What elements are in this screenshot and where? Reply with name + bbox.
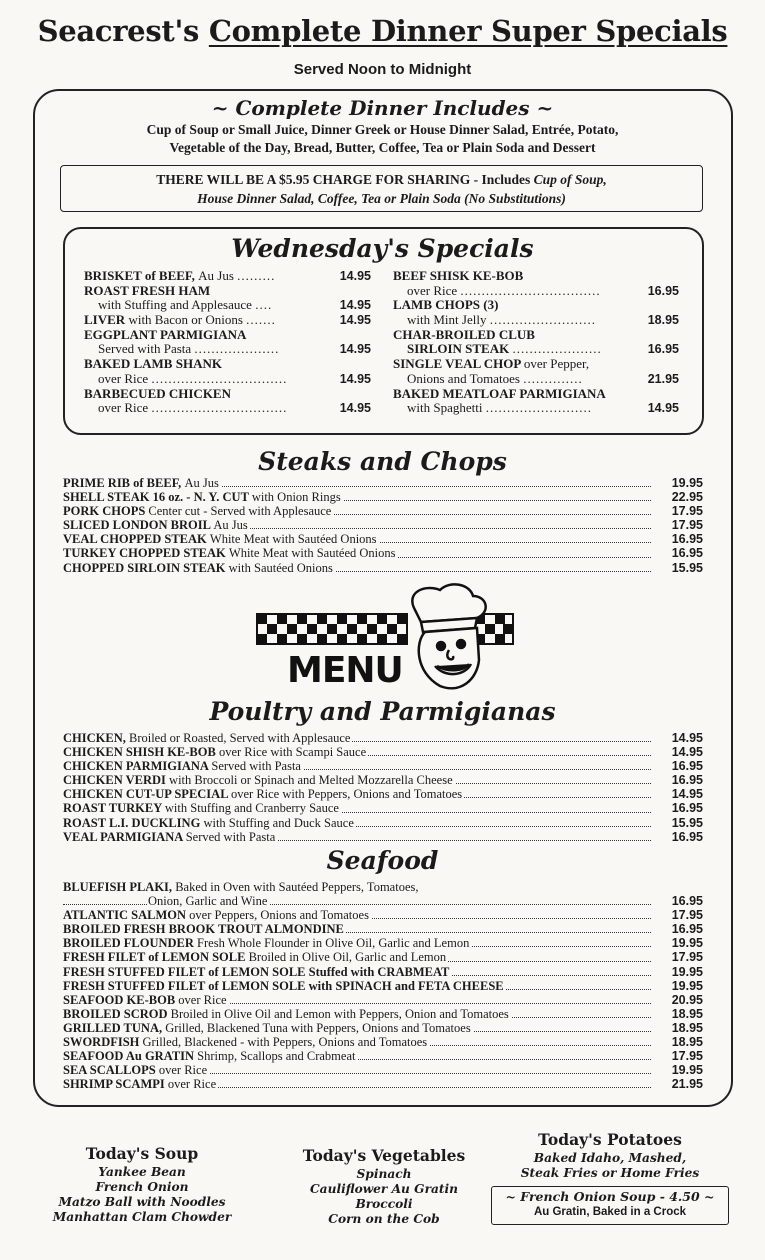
menu-item-price: 18.95	[671, 1006, 703, 1021]
special-name	[393, 356, 589, 371]
menu-item-desc: over Rice with Peppers, Onions and Tomatoes	[230, 787, 463, 802]
menu-item-row	[63, 950, 703, 964]
dot-leader: ................................	[151, 400, 288, 416]
special-row	[84, 284, 371, 299]
special-row	[393, 284, 679, 299]
menu-item-text	[63, 1035, 429, 1049]
menu-item-text	[63, 993, 229, 1007]
menu-item-row	[63, 504, 703, 518]
menu-item-text	[63, 1063, 209, 1077]
menu-item-text	[63, 476, 221, 490]
menu-item-row	[63, 908, 703, 922]
menu-item-text	[63, 801, 341, 815]
menu-item-text	[63, 561, 335, 575]
special-bold: BRISKET of BEEF,	[84, 268, 199, 283]
menu-item-row	[63, 1007, 703, 1021]
menu-item-text	[63, 1021, 473, 1035]
dot-leader: ..............	[523, 370, 583, 386]
menu-item-name: FRESH STUFFED FILET of LEMON SOLE with SPINACH and FETA CHEESE	[63, 978, 504, 993]
menu-item-price: 16.95	[671, 532, 703, 547]
menu-item-price: 19.95	[671, 978, 703, 993]
menu-item-text	[63, 936, 471, 950]
menu-item-name: BROILED FRESH BROOK TROUT ALMONDINE	[63, 922, 344, 937]
special-price: 14.95	[647, 401, 679, 416]
menu-item-name: SEA SCALLOPS	[63, 1063, 159, 1078]
special-bold: CHAR-BROILED CLUB	[393, 326, 535, 342]
menu-item-price: 17.95	[671, 908, 703, 923]
sharing-text-1: THERE WILL BE A $5.95 CHARGE FOR SHARING - Includes	[156, 172, 534, 187]
menu-item-text	[63, 979, 506, 993]
menu-item-price: 15.95	[671, 815, 703, 830]
special-bold: SIRLOIN STEAK	[407, 341, 510, 357]
title-main: Complete Dinner Super Specials	[208, 14, 728, 48]
chef-face-icon	[412, 584, 485, 688]
menu-item-desc: over Rice	[167, 1077, 217, 1092]
menu-item-price: 19.95	[671, 1063, 703, 1078]
includes-line-1: Cup of Soup or Small Juice, Dinner Greek or House Dinner Salad, Entrée, Potato,	[146, 122, 619, 137]
special-name	[84, 283, 210, 298]
menu-item-text	[63, 773, 455, 787]
menu-item-desc: over Peppers, Onions and Tomatoes	[189, 908, 369, 923]
special-price: 16.95	[647, 342, 679, 357]
vegetables-heading: Today's Vegetables	[302, 1146, 466, 1165]
wednesday-left-column	[84, 269, 371, 416]
special-desc: with Mint Jelly	[407, 312, 487, 328]
special-row	[84, 387, 371, 402]
menu-item-text	[63, 532, 379, 546]
menu-item-price: 19.95	[671, 936, 703, 951]
menu-item-desc: Broiled in Olive Oil and Lemon with Peppers, Onion and Tomatoes	[170, 1006, 509, 1021]
menu-item-price: 16.95	[671, 922, 703, 937]
special-row	[84, 401, 371, 416]
menu-item-desc: Fresh Whole Flounder in Olive Oil, Garlic and Lemon	[197, 936, 470, 951]
dot-leader: .......	[246, 312, 276, 328]
special-name	[84, 268, 275, 283]
menu-item-desc: Served with Pasta	[185, 829, 276, 844]
menu-item-row	[63, 1035, 703, 1049]
menu-item-row	[63, 731, 703, 745]
vegetable-item: Corn on the Cob	[328, 1212, 440, 1226]
special-name	[84, 356, 222, 371]
menu-item-row	[63, 1063, 703, 1077]
menu-item-desc: Au Jus	[213, 518, 248, 533]
special-row	[393, 372, 679, 387]
special-name	[393, 312, 596, 327]
special-desc: over Rice	[407, 282, 458, 298]
menu-item-name: CHICKEN PARMIGIANA	[63, 759, 212, 774]
special-name	[84, 327, 246, 342]
seafood-title: Seafood	[326, 846, 439, 875]
menu-item-text	[63, 745, 368, 759]
menu-item-desc: Served with Pasta	[211, 759, 301, 774]
menu-item-price: 18.95	[671, 1035, 703, 1050]
special-desc: with Spaghetti	[407, 400, 483, 416]
menu-item-desc: Broiled in Olive Oil, Garlic and Lemon	[248, 950, 447, 965]
menu-item-text: Onion, Garlic and Wine	[148, 894, 268, 909]
page-title	[0, 14, 765, 48]
menu-item-text	[63, 908, 371, 922]
menu-item-text	[63, 830, 277, 844]
special-name	[84, 386, 231, 401]
dot-leader: ....	[255, 297, 273, 313]
menu-item-desc: Grilled, Blackened Tuna with Peppers, Onions and Tomatoes	[165, 1020, 471, 1035]
soup-item: Matzo Ball with Noodles	[58, 1195, 226, 1209]
special-name	[84, 371, 287, 386]
menu-item-price: 16.95	[671, 894, 703, 909]
menu-item-price: 14.95	[671, 731, 703, 745]
special-row	[84, 328, 371, 343]
vegetables-column	[278, 1146, 490, 1227]
special-row	[393, 328, 679, 343]
menu-item-desc: with Broccoli or Spinach and Melted Mozzarella Cheese	[169, 773, 453, 788]
dot-leader: .........	[237, 268, 276, 283]
menu-item-name: CHICKEN VERDI	[63, 773, 170, 788]
potatoes-column	[498, 1130, 722, 1181]
special-row	[84, 372, 371, 387]
vegetable-item: Broccoli	[355, 1197, 413, 1211]
menu-item-row	[63, 1021, 703, 1035]
menu-item-text	[63, 1007, 511, 1021]
special-desc: over Rice	[98, 370, 149, 386]
special-row	[393, 342, 679, 357]
special-name	[393, 268, 523, 283]
menu-item-row	[63, 561, 703, 575]
soup-item: French Onion	[95, 1180, 189, 1194]
menu-item-name: ROAST L.I. DUCKLING	[63, 815, 204, 830]
menu-item-price: 16.95	[671, 759, 703, 774]
menu-item-text	[63, 504, 333, 518]
soup-item: Yankee Bean	[98, 1165, 186, 1179]
menu-item-desc: Baked in Oven with Sautéed Peppers, Tomatoes,	[175, 880, 419, 894]
menu-item-desc: over Rice	[178, 992, 227, 1007]
menu-item-name: TURKEY CHOPPED STEAK	[63, 546, 229, 561]
menu-item-price: 16.95	[671, 546, 703, 561]
french-onion-soup-line: ~ French Onion Soup - 4.50 ~	[505, 1189, 715, 1204]
special-desc: Au Jus	[198, 268, 234, 283]
menu-item-row	[63, 965, 703, 979]
menu-item-desc: White Meat with Sautéed Onions	[228, 546, 396, 561]
menu-item-name: BLUEFISH PLAKI,	[63, 880, 176, 894]
subtitle: Served Noon to Midnight	[293, 61, 472, 78]
menu-item-row	[63, 773, 703, 787]
special-desc: with Bacon or Onions	[128, 312, 243, 328]
menu-item-text	[63, 490, 343, 504]
menu-item-desc: White Meat with Sautéed Onions	[209, 532, 377, 547]
special-desc: over Pepper,	[523, 356, 590, 372]
poultry-list	[63, 731, 703, 844]
includes-line-2: Vegetable of the Day, Bread, Butter, Coffee, Tea or Plain Soda and Dessert	[169, 140, 596, 155]
menu-item-name: PORK CHOPS	[63, 504, 149, 519]
special-price: 21.95	[647, 371, 679, 386]
vegetable-item: Cauliflower Au Gratin	[309, 1182, 459, 1196]
menu-item-row	[63, 490, 703, 504]
special-name	[84, 341, 279, 356]
special-name	[393, 283, 601, 298]
special-price: 18.95	[647, 313, 679, 328]
special-bold: ROAST FRESH HAM	[84, 282, 211, 298]
menu-item-price: 14.95	[671, 787, 703, 802]
menu-item-row	[63, 476, 703, 490]
menu-item-text	[63, 1049, 357, 1063]
dot-leader: .........................	[485, 400, 592, 416]
menu-item-row	[63, 1049, 703, 1063]
special-price: 14.95	[339, 313, 371, 328]
wednesday-right-column	[393, 269, 679, 416]
sharing-text-3: House Dinner Salad, Coffee, Tea or Plain Soda (No Substitutions)	[197, 191, 566, 206]
menu-item-row	[63, 922, 703, 936]
menu-item-name: ROAST TURKEY	[63, 801, 165, 816]
menu-item-name: CHICKEN SHISH KE-BOB	[63, 745, 219, 760]
special-row	[393, 298, 679, 313]
poultry-title: Poultry and Parmigianas	[209, 697, 556, 726]
seafood-list	[63, 880, 703, 1091]
menu-item-price: 16.95	[671, 773, 703, 788]
menu-chef-logo	[255, 582, 515, 692]
dot-leader: .................................	[460, 282, 601, 298]
title-prefix: Seacrest's	[37, 14, 209, 48]
menu-item-desc: Broiled or Roasted, Served with Applesauce	[128, 731, 351, 745]
menu-logo-text: MENU	[287, 650, 403, 691]
special-name	[84, 297, 272, 312]
menu-item-name: CHICKEN CUT-UP SPECIAL	[63, 787, 231, 802]
menu-item-row	[63, 993, 703, 1007]
special-price: 14.95	[339, 371, 371, 386]
special-row	[393, 313, 679, 328]
special-bold: LAMB CHOPS (3)	[393, 297, 499, 313]
special-row	[84, 357, 371, 372]
menu-item-name: SWORDFISH	[63, 1035, 143, 1050]
menu-item-text	[63, 965, 451, 979]
menu-item-price: 22.95	[671, 490, 703, 505]
dot-leader: .....................	[512, 341, 602, 357]
menu-item-row	[63, 787, 703, 801]
menu-item-row	[63, 936, 703, 950]
menu-item-name: BROILED FLOUNDER	[63, 936, 198, 951]
menu-item-price: 21.95	[671, 1077, 703, 1092]
menu-item-row	[63, 745, 703, 759]
special-name	[393, 297, 498, 312]
menu-item-name: SEAFOOD Au GRATIN	[63, 1049, 198, 1064]
special-price: 14.95	[339, 298, 371, 313]
dot-leader: ....................	[194, 341, 280, 357]
menu-item-name: FRESH STUFFED FILET of LEMON SOLE Stuffed with CRABMEAT	[63, 964, 450, 979]
sharing-notice	[60, 165, 703, 212]
special-name	[393, 327, 535, 342]
menu-item-desc: with Stuffing and Cranberry Sauce	[164, 801, 339, 816]
menu-item-price: 17.95	[671, 504, 703, 519]
menu-item-desc: Grilled, Blackened - with Peppers, Onions and Tomatoes	[142, 1035, 428, 1050]
menu-item-name: SEAFOOD KE-BOB	[63, 992, 179, 1007]
menu-item-text	[63, 950, 448, 964]
menu-item-name: FRESH FILET of LEMON SOLE	[63, 950, 249, 965]
menu-item-text	[63, 787, 464, 801]
menu-item-text	[63, 922, 346, 936]
menu-item-row	[63, 546, 703, 560]
menu-item-row	[63, 880, 703, 894]
menu-item-price: 20.95	[671, 992, 703, 1007]
special-row	[393, 387, 679, 402]
menu-item-desc: Shrimp, Scallops and Crabmeat	[197, 1049, 356, 1064]
menu-item-desc: over Rice	[158, 1063, 208, 1078]
menu-item-text	[63, 518, 250, 532]
special-desc: with Stuffing and Applesauce	[98, 297, 252, 313]
special-row	[84, 342, 371, 357]
soup-item: Manhattan Clam Chowder	[52, 1210, 232, 1224]
special-name	[393, 400, 592, 415]
dot-leader: .........................	[489, 312, 596, 328]
special-desc: Onions and Tomatoes	[407, 370, 520, 386]
special-name	[84, 312, 276, 327]
special-row	[393, 401, 679, 416]
special-bold: BAKED MEATLOAF PARMIGIANA	[393, 385, 606, 401]
menu-item-desc: with Sautéed Onions	[228, 560, 333, 575]
special-desc: Served with Pasta	[98, 341, 192, 357]
menu-item-desc: Center cut - Served with Applesauce	[148, 504, 332, 519]
menu-item-row	[63, 979, 703, 993]
menu-item-name: BROILED SCROD	[63, 1006, 171, 1021]
menu-item-row	[63, 1077, 703, 1091]
special-row	[393, 357, 679, 372]
menu-item-price: 18.95	[671, 1020, 703, 1035]
special-price: 14.95	[339, 269, 371, 283]
potatoes-heading: Today's Potatoes	[538, 1130, 682, 1149]
menu-item-desc: with Stuffing and Duck Sauce	[203, 815, 354, 830]
menu-item-desc: with Onion Rings	[251, 490, 341, 505]
special-bold: EGGPLANT PARMIGIANA	[84, 326, 247, 342]
menu-item-price: 19.95	[671, 476, 703, 490]
menu-item-price: 14.95	[671, 745, 703, 760]
sharing-text-2: Cup of Soup,	[533, 172, 607, 187]
menu-item-desc: over Rice with Scampi Sauce	[218, 745, 367, 760]
menu-item-row	[63, 830, 703, 844]
special-price: 14.95	[339, 342, 371, 357]
menu-item-row	[63, 518, 703, 532]
menu-item-row	[63, 801, 703, 815]
special-row	[84, 269, 371, 284]
menu-item-text	[63, 546, 398, 560]
menu-item-name: SLICED LONDON BROIL	[63, 518, 214, 533]
special-price: 16.95	[647, 283, 679, 298]
potato-item: Steak Fries or Home Fries	[520, 1166, 700, 1180]
potato-item: Baked Idaho, Mashed,	[533, 1151, 687, 1165]
menu-item-price: 16.95	[671, 801, 703, 816]
menu-item-price: 16.95	[671, 829, 703, 844]
special-row	[84, 313, 371, 328]
soup-heading: Today's Soup	[85, 1144, 199, 1163]
special-bold: SINGLE VEAL CHOP	[393, 356, 524, 372]
french-onion-soup-box	[491, 1186, 729, 1225]
menu-item-text	[63, 759, 303, 773]
menu-item-name: CHICKEN,	[63, 731, 129, 745]
menu-item-text	[63, 1077, 218, 1091]
menu-item-price: 19.95	[671, 964, 703, 979]
dot-leader: ................................	[151, 370, 288, 386]
special-name	[393, 371, 583, 386]
special-bold: BAKED LAMB SHANK	[84, 356, 222, 372]
includes-heading: ~ Complete Dinner Includes ~	[211, 96, 554, 120]
special-price: 14.95	[339, 401, 371, 416]
menu-item-row	[63, 894, 703, 908]
menu-item-name: CHOPPED SIRLOIN STEAK	[63, 560, 229, 575]
menu-item-name: VEAL PARMIGIANA	[63, 829, 186, 844]
menu-item-name: ATLANTIC SALMON	[63, 908, 190, 923]
menu-item-text	[63, 731, 352, 745]
vegetable-item: Spinach	[356, 1167, 412, 1181]
special-bold: BARBECUED CHICKEN	[84, 385, 231, 401]
special-name	[84, 400, 287, 415]
soup-column	[28, 1144, 256, 1225]
menu-item-name: SHELL STEAK 16 oz. - N. Y. CUT	[63, 490, 252, 505]
menu-item-name: PRIME RIB of BEEF,	[63, 476, 185, 490]
special-row	[393, 269, 679, 284]
menu-item-desc: Au Jus	[184, 476, 219, 490]
menu-item-price: 17.95	[671, 1049, 703, 1064]
menu-item-name: SHRIMP SCAMPI	[63, 1077, 168, 1092]
special-bold: LIVER	[84, 312, 129, 328]
menu-item-name: GRILLED TUNA,	[63, 1020, 166, 1035]
french-onion-soup-desc: Au Gratin, Baked in a Crock	[533, 1206, 687, 1218]
menu-item-row	[63, 759, 703, 773]
menu-item-row	[63, 816, 703, 830]
special-name	[393, 386, 606, 401]
special-row	[84, 298, 371, 313]
menu-item-price: 17.95	[671, 518, 703, 533]
menu-item-price: 17.95	[671, 950, 703, 965]
menu-item-price: 15.95	[671, 560, 703, 575]
special-desc: over Rice	[98, 400, 149, 416]
steaks-list	[63, 476, 703, 575]
wednesday-title: Wednesday's Specials	[231, 234, 534, 263]
menu-item-row	[63, 532, 703, 546]
special-bold: BEEF SHISK KE-BOB	[393, 268, 524, 283]
special-name	[393, 341, 602, 356]
menu-item-text	[63, 816, 356, 830]
steaks-title: Steaks and Chops	[258, 447, 507, 476]
menu-item-text	[63, 880, 420, 894]
menu-item-name: VEAL CHOPPED STEAK	[63, 532, 210, 547]
